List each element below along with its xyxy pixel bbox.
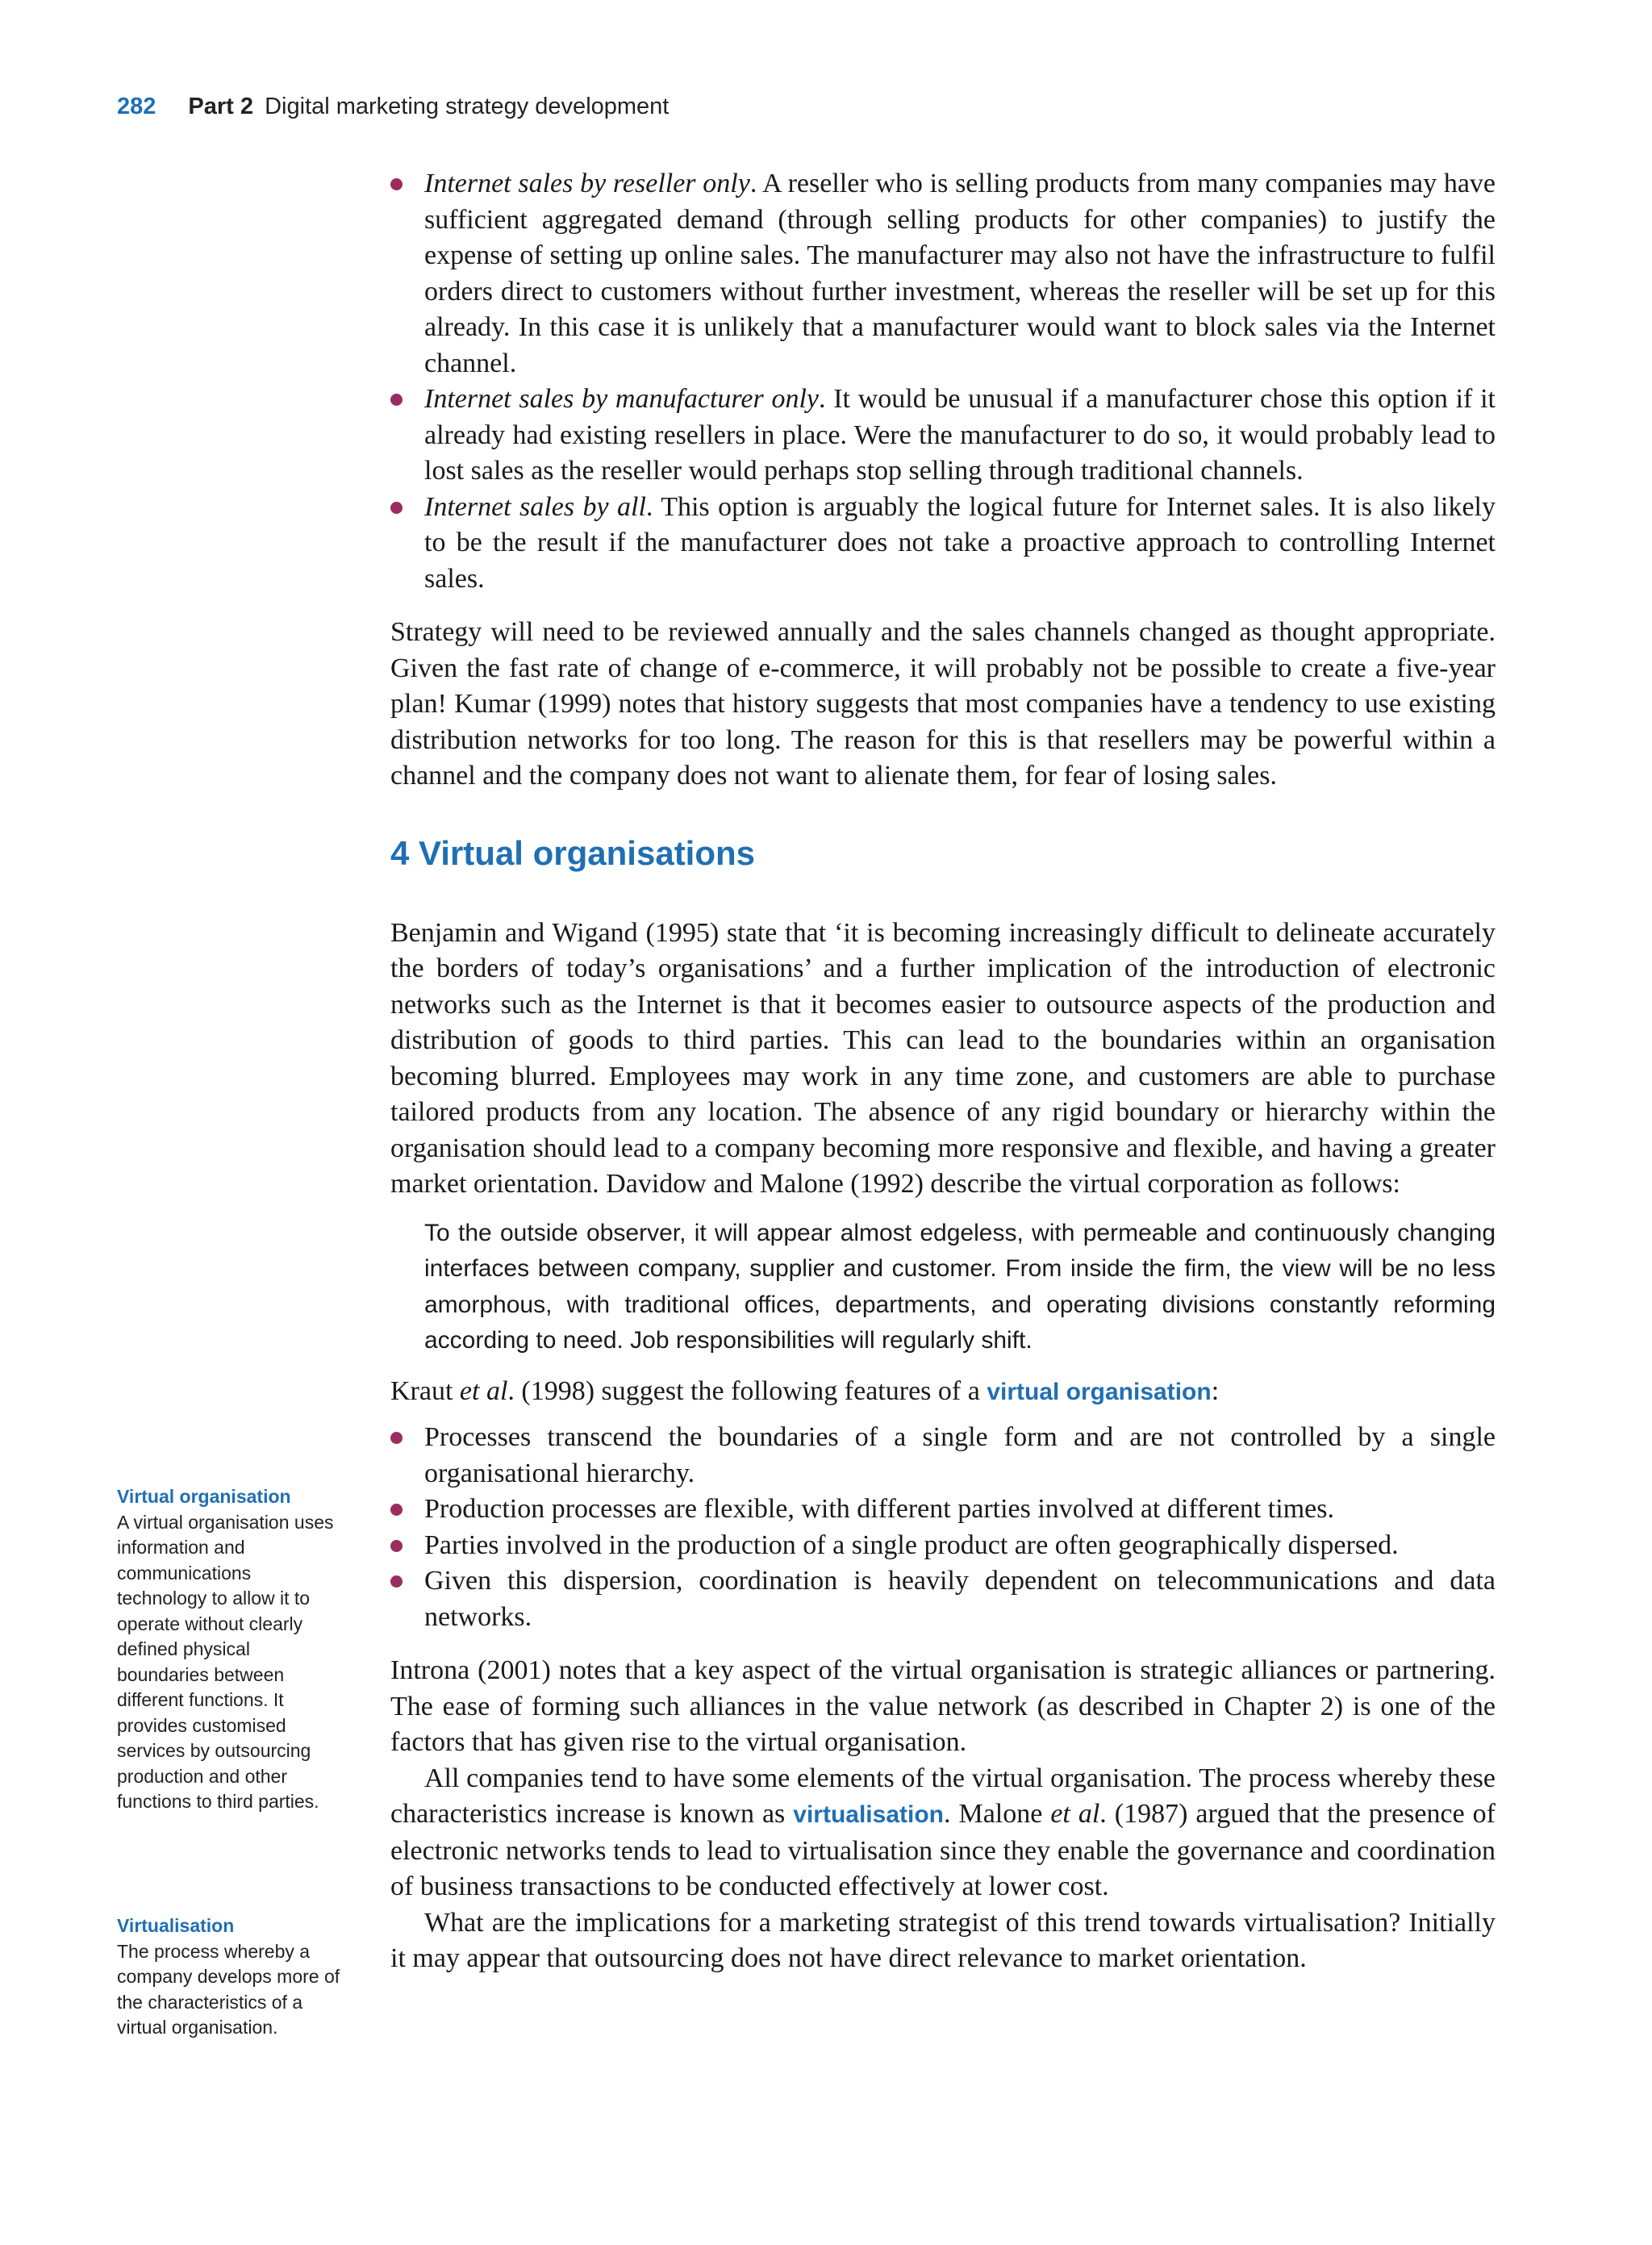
running-header bbox=[117, 94, 669, 120]
features-list bbox=[390, 1420, 1496, 1635]
glossary-entry-virtualisation bbox=[117, 1913, 343, 2041]
paragraph: Introna (2001) notes that a key aspect of the virtual organisation is strategic alliances or partnering. The ease of forming such alliances in the value network (as described in Chapter 2) is one of the factors that has given rise to the virtual organisation. bbox=[390, 1655, 1496, 1757]
glossary-term: Virtual organisation bbox=[117, 1486, 291, 1507]
bullet-text: . It would be unusual if a manufacturer chose this option if it already had existing resellers in place. Were the manufacturer to do so, it would probably lead to lost sales as the reseller would perhaps stop selling through traditional channels. bbox=[424, 384, 1496, 486]
paragraph: Strategy will need to be reviewed annually and the sales channels changed as thought appropriate. Given the fast rate of change of e-commerce, it will probably not be possible to create a five-year plan! Kumar (1999) notes that history suggests that most companies have a tendency to use existing distribution networks for too long. The reason for this is that resellers may be powerful within a channel and the company does not want to alienate them, for fear of losing sales. bbox=[390, 617, 1496, 791]
part-label: Part 2 bbox=[188, 94, 253, 119]
bullet-text: . A reseller who is selling products from many companies may have sufficient aggregated demand (through selling products for other companies) to justify the expense of setting up online sales. The manufacturer may also not have the infrastructure to fulfil orders direct to customers without further investment, whereas the reseller will be set up for this already. In this case it is unlikely that a manufacturer would want to block sales via the Internet channel. bbox=[424, 169, 1496, 378]
list-item bbox=[390, 166, 1496, 382]
bullet-term: Internet sales by all bbox=[424, 491, 646, 522]
glossary-definition: The process whereby a company develops more of the characteristics of a virtual organisation. bbox=[117, 1940, 340, 2038]
channel-options-list bbox=[390, 166, 1496, 597]
main-text-column bbox=[390, 166, 1496, 1977]
list-item: Given this dispersion, coordination is heavily dependent on telecommunications and data networks. bbox=[390, 1563, 1496, 1635]
list-item bbox=[390, 490, 1496, 598]
glossary-definition: A virtual organisation uses information and communications technology to allow it to operate without clearly defined physical boundaries between different functions. It provides customised services by outsourcing production and other functions to third parties. bbox=[117, 1511, 334, 1812]
block-quote: To the outside observer, it will appear almost edgeless, with permeable and continuously changing interfaces between company, supplier and customer. From inside the firm, the view will be no less amorphous, with traditional offices, departments, and operating divisions constantly reforming according to need. Job responsibilities will regularly shift. bbox=[424, 1219, 1496, 1354]
glossary-term: Virtualisation bbox=[117, 1915, 235, 1936]
bullet-term: Internet sales by manufacturer only bbox=[424, 384, 819, 414]
section-heading: 4 Virtual organisations bbox=[390, 833, 756, 872]
bullet-term: Internet sales by reseller only bbox=[424, 169, 750, 198]
list-item bbox=[390, 382, 1496, 490]
page-number: 282 bbox=[117, 94, 156, 119]
keyword-virtualisation[interactable]: virtualisation bbox=[793, 1801, 944, 1828]
bullet-text: . This option is arguably the logical future for Internet sales. It is also likely to be the result if the manufacturer does not take a proactive approach to controlling Internet sales. bbox=[424, 491, 1496, 594]
part-title: Digital marketing strategy development bbox=[265, 94, 670, 119]
paragraph: What are the implications for a marketing strategist of this trend towards virtualisation? Initially it may appear that outsourcing does not have direct relevance to market orientation. bbox=[390, 1907, 1496, 1973]
list-item: Processes transcend the boundaries of a single form and are not controlled by a single organisational hierarchy. bbox=[390, 1420, 1496, 1492]
paragraph: All companies tend to have some elements of the virtual organisation. The process whereby these characteristics increase is known as virtualisation. Malone et al. (1987) argued that the presence of electronic networks tends to lead to virtualisation since they enable the governance and coordination of business transactions to be conducted effectively at lower cost. bbox=[390, 1763, 1496, 1901]
keyword-virtual-organisation[interactable]: virtual organisation bbox=[987, 1378, 1212, 1405]
glossary-entry-virtual-organisation bbox=[117, 1484, 343, 1815]
paragraph: Kraut et al. (1998) suggest the following features of a virtual organisation: bbox=[390, 1375, 1220, 1406]
list-item: Parties involved in the production of a single product are often geographically dispersed. bbox=[390, 1528, 1496, 1564]
paragraph: Benjamin and Wigand (1995) state that ‘it is becoming increasingly difficult to delineate accurately the borders of today’s organisations’ and a further implication of the introduction of electronic networks such as the Internet is that it becomes easier to outsource aspects of the production and distribution of goods to third parties. This can lead to the boundaries within an organisation becoming blurred. Employees may work in any time zone, and customers are able to purchase tailored products from any location. The absence of any rigid boundary or hierarchy within the organisation should lead to a company becoming more responsive and flexible, and having a greater market orientation. Davidow and Malone (1992) describe the virtual corporation as follows: bbox=[390, 917, 1496, 1199]
list-item: Production processes are flexible, with different parties involved at different times. bbox=[390, 1492, 1496, 1528]
